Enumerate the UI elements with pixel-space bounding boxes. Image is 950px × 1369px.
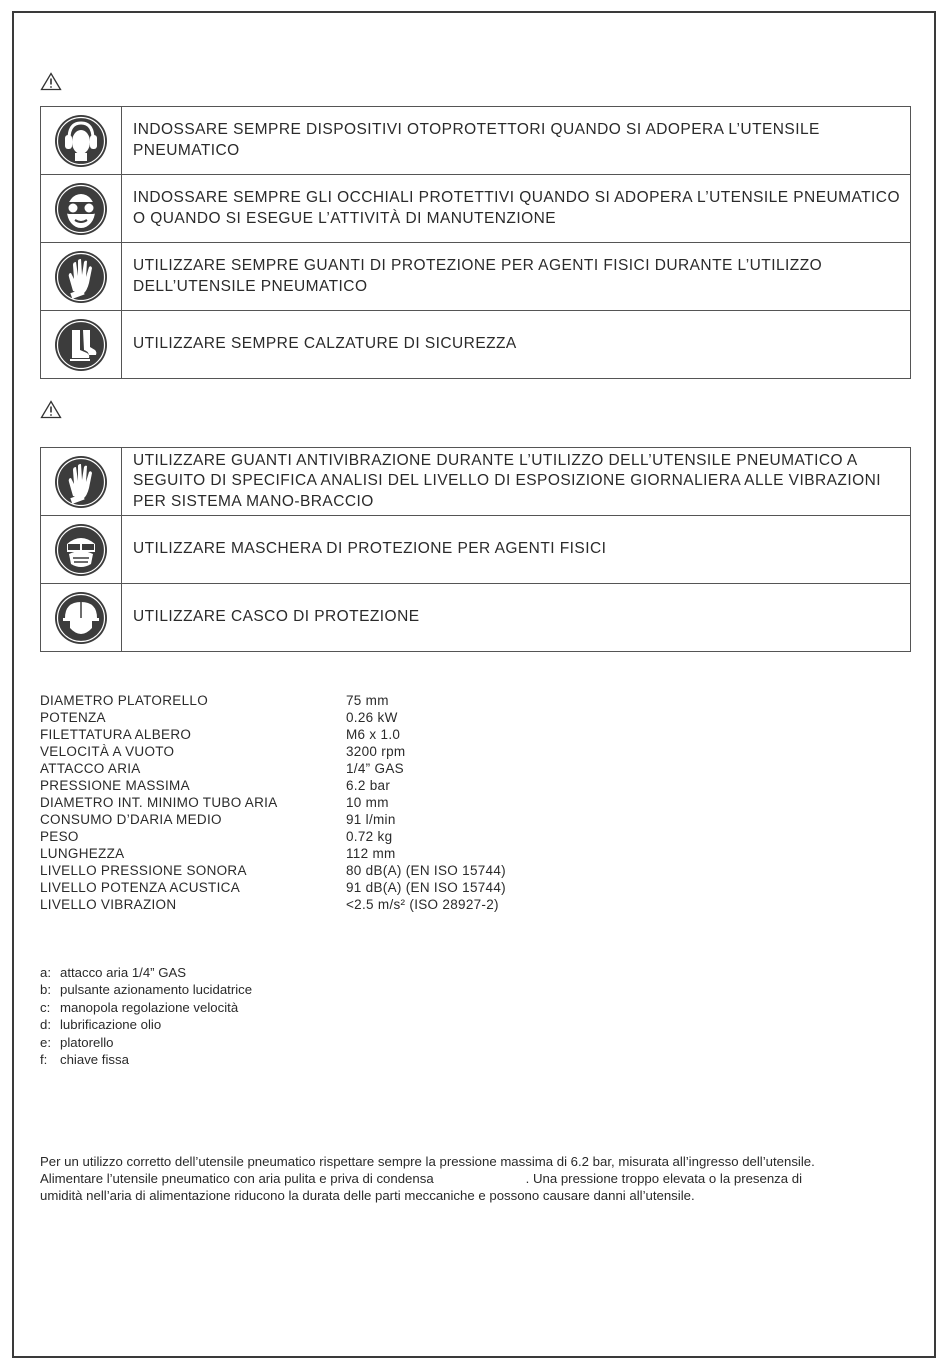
row-text: UTILIZZARE CASCO DI PROTEZIONE — [133, 608, 420, 626]
warning-triangle-icon — [40, 400, 62, 419]
note-line: Per un utilizzo corretto dell’utensile pneumatico rispettare sempre la pressione massima di 6.2 bar, misurata all’ingresso dell’utensile. — [40, 1154, 815, 1169]
spec-value: 75 mm — [346, 693, 389, 708]
list-item — [40, 999, 252, 1016]
icon-cell — [41, 448, 122, 515]
note-line: umidità nell’aria di alimentazione riducono la durata delle parti meccaniche e possono causare danni all’utensile. — [40, 1188, 695, 1204]
spec-value: 91 l/min — [346, 812, 396, 827]
part-key: b: — [40, 982, 51, 998]
spec-label: LIVELLO POTENZA ACUSTICA — [40, 880, 241, 895]
spec-value: 0.72 kg — [346, 829, 393, 844]
row-text: UTILIZZARE GUANTI ANTIVIBRAZIONE DURANTE L’UTILIZZO DELL’UTENSILE PNEUMATICO A SEGUITO DI SPECIFICA ANALISI DEL LIVELLO DI ESPOSIZIONE GIORNALIERA ALLE VIBRAZIONI PER SISTEMA MANO-BRACCIO — [133, 451, 881, 510]
note-line — [40, 1170, 910, 1187]
technical-specs — [40, 692, 506, 913]
table-row — [41, 311, 910, 379]
icon-cell — [41, 107, 122, 174]
spec-label: POTENZA — [40, 710, 106, 725]
part-key: a: — [40, 965, 51, 980]
spec-value: 3200 rpm — [346, 744, 406, 759]
row-text: UTILIZZARE SEMPRE CALZATURE DI SICUREZZA — [133, 335, 517, 353]
spec-value: 1/4” GAS — [346, 761, 404, 776]
spec-row — [40, 862, 506, 879]
usage-note — [40, 1153, 910, 1205]
spec-row — [40, 828, 506, 845]
spec-label: PESO — [40, 829, 79, 844]
spec-row — [40, 726, 506, 743]
part-text: lubrificazione olio — [60, 1017, 162, 1033]
list-item — [40, 1034, 252, 1051]
spec-label: PRESSIONE MASSIMA — [40, 778, 190, 793]
spec-row — [40, 760, 506, 777]
list-item — [40, 1016, 252, 1033]
part-text: chiave fissa — [60, 1052, 129, 1068]
hard-hat-icon — [53, 590, 109, 646]
icon-cell — [41, 584, 122, 651]
spec-value: 0.26 kW — [346, 710, 398, 725]
spec-label: VELOCITÀ A VUOTO — [40, 744, 175, 759]
spec-label: LIVELLO VIBRAZION — [40, 897, 177, 912]
table-row — [41, 243, 910, 311]
part-text: attacco aria 1/4” GAS — [60, 965, 187, 980]
spec-label: DIAMETRO PLATORELLO — [40, 693, 208, 708]
table-row — [41, 448, 910, 516]
icon-cell — [41, 175, 122, 242]
safety-equipment-table — [40, 106, 911, 379]
spec-value: M6 x 1.0 — [346, 727, 401, 742]
note-text: Alimentare l’utensile pneumatico con aria pulita e priva di condensa — [40, 1171, 434, 1187]
spec-value: <2.5 m/s² (ISO 28927-2) — [346, 897, 499, 912]
spec-label: ATTACCO ARIA — [40, 761, 141, 776]
spec-value: 10 mm — [346, 795, 389, 810]
warning-triangle-icon — [40, 72, 62, 91]
part-key: f: — [40, 1052, 48, 1068]
spec-label: LIVELLO PRESSIONE SONORA — [40, 863, 247, 878]
spec-value: 6.2 bar — [346, 778, 391, 793]
spec-value: 80 dB(A) (EN ISO 15744) — [346, 863, 506, 878]
note-text: . Una pressione troppo elevata o la presenza di — [525, 1171, 803, 1187]
spec-row — [40, 709, 506, 726]
icon-cell — [41, 516, 122, 583]
spec-row — [40, 879, 506, 896]
spec-label: FILETTATURA ALBERO — [40, 727, 192, 742]
spec-row — [40, 845, 506, 862]
safety-goggles-icon — [53, 181, 109, 237]
table-row — [41, 516, 910, 584]
part-text: platorello — [60, 1034, 114, 1050]
list-item — [40, 964, 252, 981]
part-text: manopola regolazione velocità — [60, 999, 239, 1015]
spec-label: DIAMETRO INT. MINIMO TUBO ARIA — [40, 795, 278, 810]
table-row — [41, 584, 910, 652]
safety-boots-icon — [53, 317, 109, 373]
part-text: pulsante azionamento lucidatrice — [60, 982, 253, 998]
recommended-equipment-table — [40, 447, 911, 652]
parts-list — [40, 964, 252, 1068]
protective-mask-icon — [53, 522, 109, 578]
part-key: d: — [40, 1017, 51, 1033]
spec-row — [40, 743, 506, 760]
part-key: e: — [40, 1034, 51, 1050]
table-row — [41, 107, 910, 175]
spec-row — [40, 794, 506, 811]
table-row — [41, 175, 910, 243]
row-text: UTILIZZARE SEMPRE GUANTI DI PROTEZIONE PER AGENTI FISICI DURANTE L’UTILIZZO DELL’UTENSILE PNEUMATICO — [133, 257, 823, 295]
list-item — [40, 981, 252, 998]
ear-protection-icon — [53, 113, 109, 169]
list-item — [40, 1051, 252, 1068]
row-text: INDOSSARE SEMPRE GLI OCCHIALI PROTETTIVI QUANDO SI ADOPERA L’UTENSILE PNEUMATICO O QUANDO SI ESEGUE L’ATTIVITÀ DI MANUTENZIONE — [133, 189, 900, 227]
protective-gloves-icon — [53, 249, 109, 305]
spec-label: LUNGHEZZA — [40, 846, 125, 861]
antivibration-gloves-icon — [53, 454, 109, 510]
spec-value: 91 dB(A) (EN ISO 15744) — [346, 880, 506, 895]
spec-row — [40, 811, 506, 828]
spec-value: 112 mm — [346, 846, 396, 861]
row-text: UTILIZZARE MASCHERA DI PROTEZIONE PER AGENTI FISICI — [133, 540, 607, 558]
spec-row — [40, 896, 506, 913]
spec-row — [40, 777, 506, 794]
spec-label: CONSUMO D’DARIA MEDIO — [40, 812, 222, 827]
row-text: INDOSSARE SEMPRE DISPOSITIVI OTOPROTETTORI QUANDO SI ADOPERA L’UTENSILE PNEUMATICO — [133, 121, 820, 159]
spec-row — [40, 692, 506, 709]
icon-cell — [41, 243, 122, 310]
icon-cell — [41, 311, 122, 378]
part-key: c: — [40, 999, 51, 1015]
